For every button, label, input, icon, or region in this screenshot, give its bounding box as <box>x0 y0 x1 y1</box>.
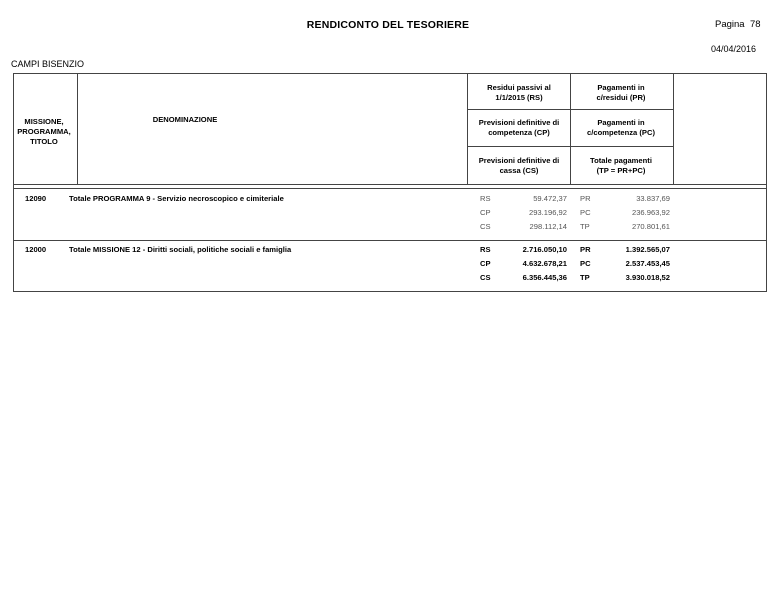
header-bottom-line <box>13 184 767 185</box>
row-description: Totale PROGRAMMA 9 - Servizio necroscopico e cimiteriale <box>69 194 284 203</box>
row-divider <box>467 109 673 110</box>
value-pr: 1.392.565,07 <box>625 245 670 254</box>
label-pr: PR <box>580 245 591 254</box>
label-pr: PR <box>580 194 591 203</box>
value-cp: 4.632.678,21 <box>522 259 567 268</box>
label-cs: CS <box>480 222 491 231</box>
entity-name: CAMPI BISENZIO <box>11 59 85 69</box>
value-cp: 293.196,92 <box>528 208 567 217</box>
value-pc: 236.963,92 <box>631 208 670 217</box>
report-date: 04/04/2016 <box>711 44 757 54</box>
label-cp: CP <box>480 208 491 217</box>
label-rs: RS <box>480 245 491 254</box>
label-cp: CP <box>480 259 491 268</box>
label-cs: CS <box>480 273 491 282</box>
row-description: Totale MISSIONE 12 - Diritti sociali, politiche sociali e famiglia <box>69 245 292 254</box>
value-pr: 33.837,69 <box>636 194 670 203</box>
header-denomination: DENOMINAZIONE <box>152 115 218 124</box>
column-divider <box>77 74 78 184</box>
row-divider <box>467 146 673 147</box>
value-rs: 59.472,37 <box>533 194 567 203</box>
label-pc: PC <box>580 208 591 217</box>
value-rs: 2.716.050,10 <box>522 245 567 254</box>
page-number: 78 <box>750 19 761 30</box>
header-previsioni-cassa: Previsioni definitive di cassa (CS) <box>478 156 560 175</box>
header-mission: MISSIONE, PROGRAMMA, TITOLO <box>17 117 71 146</box>
value-cs: 298.112,14 <box>529 222 567 231</box>
row-code: 12000 <box>25 245 47 254</box>
label-tp: TP <box>580 222 590 231</box>
row-separator <box>13 240 767 241</box>
header-pagamenti-residui: Pagamenti in c/residui (PR) <box>596 83 646 102</box>
report-title: RENDICONTO DEL TESORIERE <box>306 19 470 31</box>
value-tp: 270.801,61 <box>631 222 670 231</box>
value-cs: 6.356.445,36 <box>522 273 567 282</box>
header-residui: Residui passivi al 1/1/2015 (RS) <box>487 83 551 102</box>
header-bottom-line <box>13 188 767 189</box>
label-rs: RS <box>480 194 491 203</box>
column-divider <box>673 74 674 184</box>
value-tp: 3.930.018,52 <box>625 273 670 282</box>
header-pagamenti-competenza: Pagamenti in c/competenza (PC) <box>587 118 655 137</box>
label-pc: PC <box>580 259 591 268</box>
page-label: Pagina <box>715 19 745 30</box>
value-pc: 2.537.453,45 <box>625 259 670 268</box>
header-totale-pagamenti: Totale pagamenti (TP = PR+PC) <box>590 156 652 175</box>
row-code: 12090 <box>25 194 47 203</box>
header-previsioni-competenza: Previsioni definitive di competenza (CP) <box>478 118 560 137</box>
label-tp: TP <box>580 273 590 282</box>
